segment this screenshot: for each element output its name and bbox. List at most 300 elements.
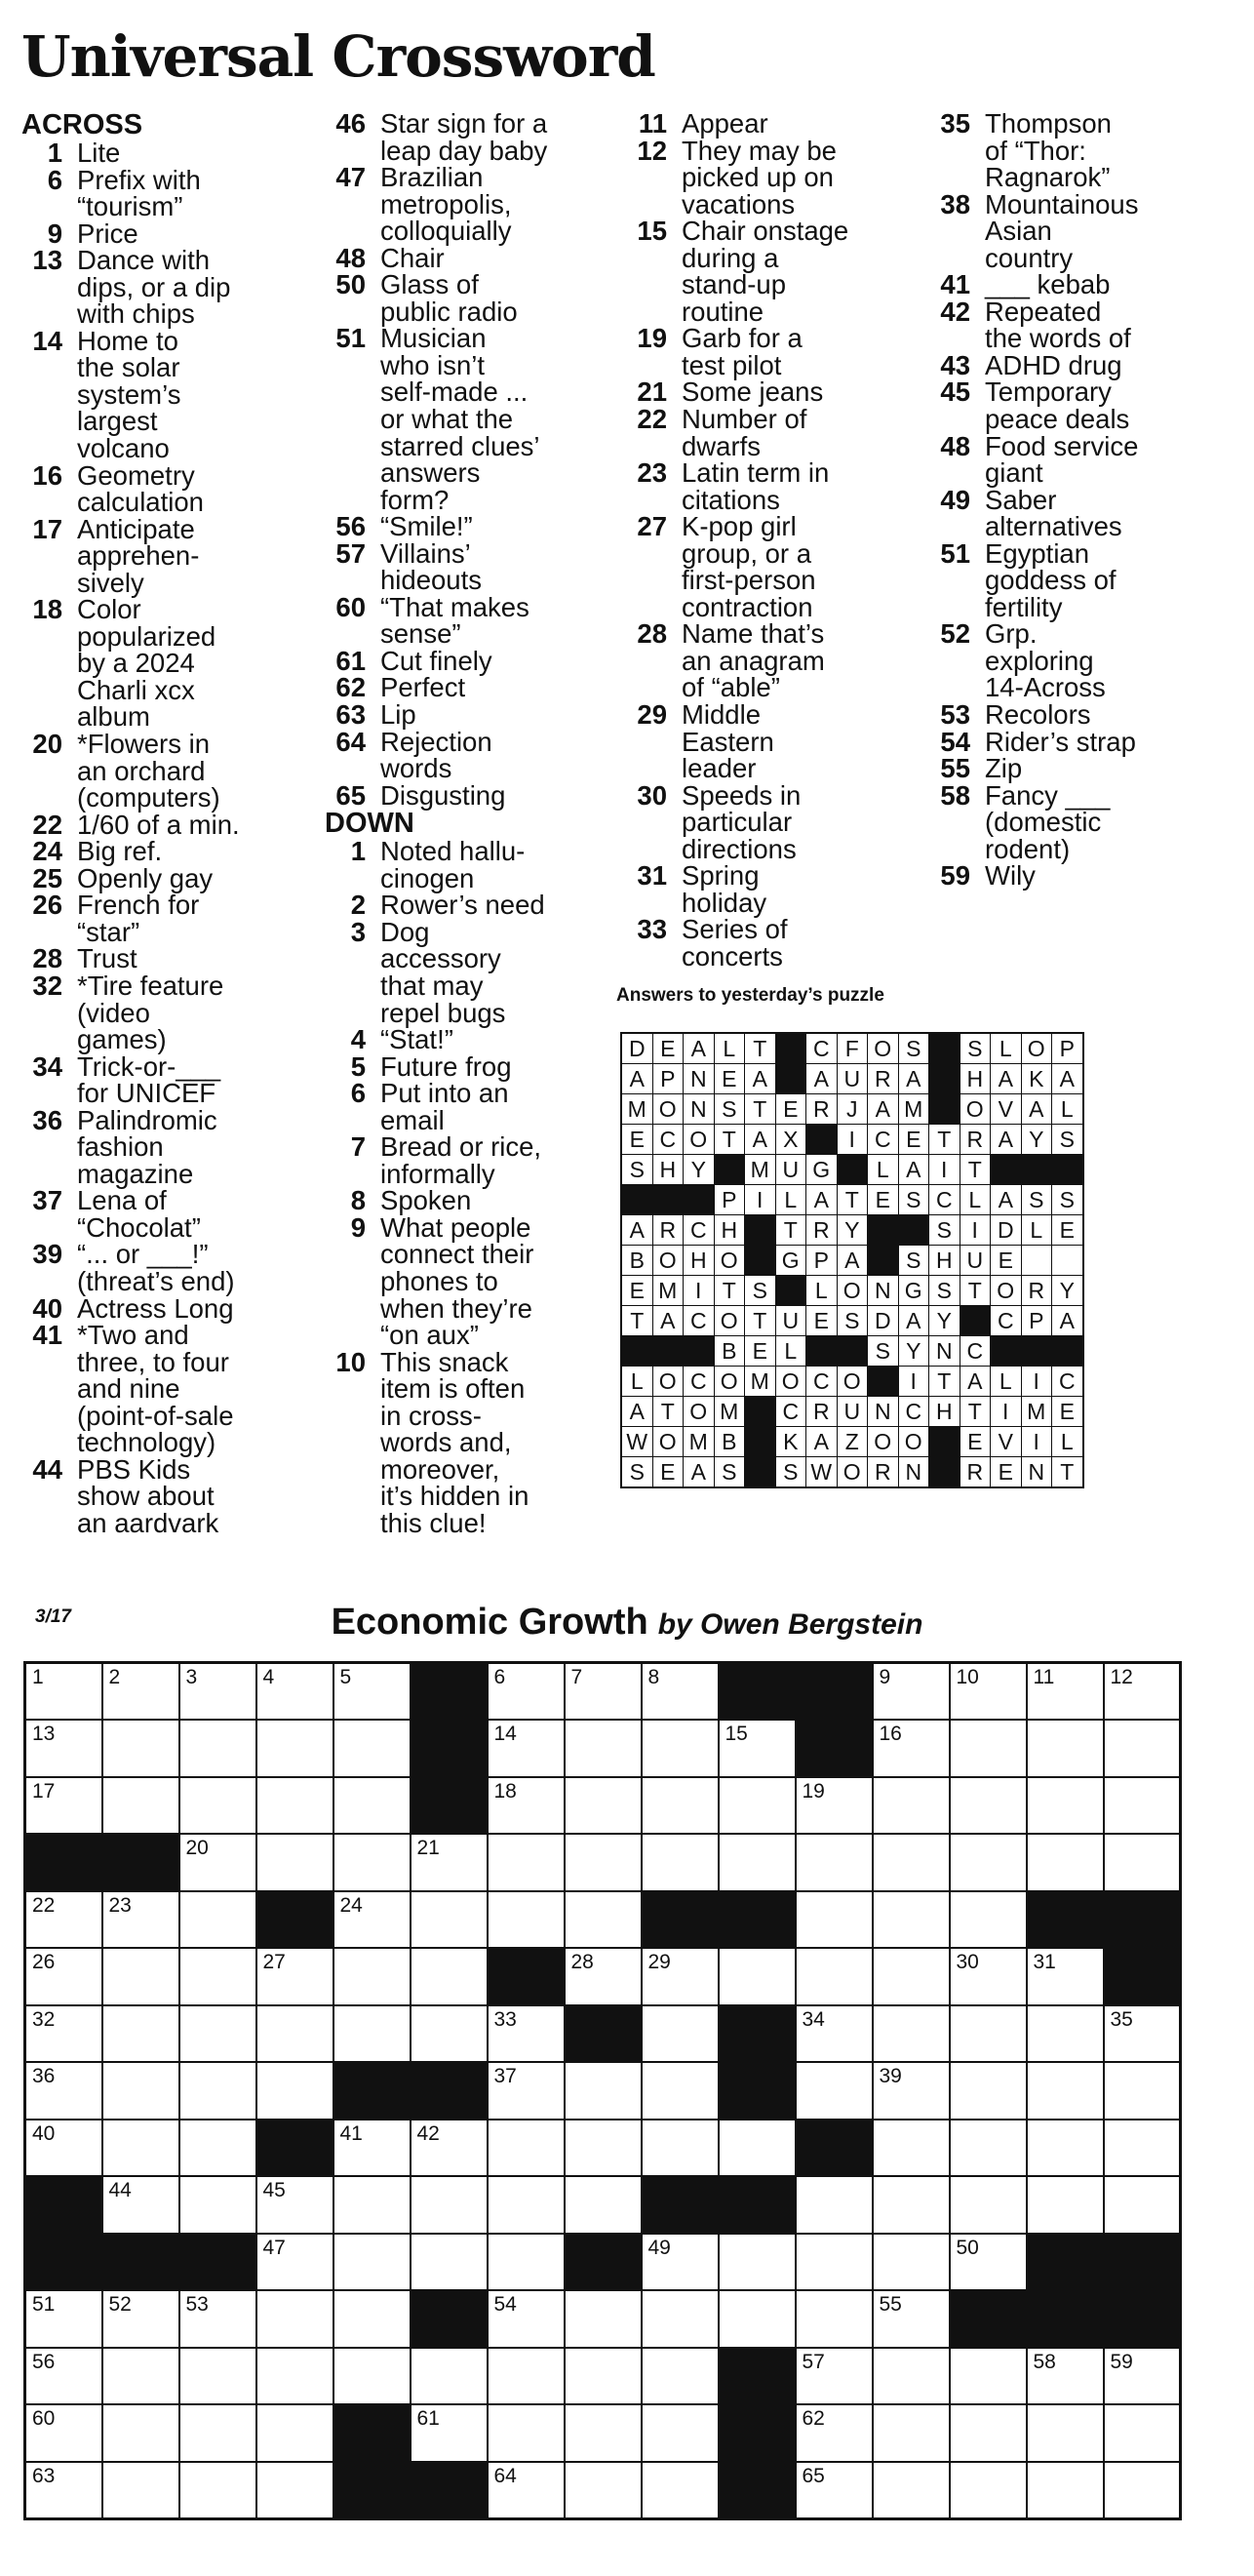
- grid-cell[interactable]: [488, 2348, 565, 2405]
- grid-cell[interactable]: [642, 2348, 719, 2405]
- answer-cell: L: [991, 1367, 1022, 1397]
- grid-cell[interactable]: [25, 2062, 102, 2120]
- grid-cell[interactable]: [333, 2005, 411, 2063]
- grid-cell[interactable]: [873, 2290, 950, 2348]
- grid-cell[interactable]: [1104, 2176, 1181, 2234]
- grid-black-square: [642, 2176, 719, 2234]
- grid-cell[interactable]: [179, 2120, 256, 2177]
- answer-cell: O: [652, 1246, 684, 1276]
- grid-cell[interactable]: [102, 2290, 179, 2348]
- grid-cell[interactable]: [873, 2176, 950, 2234]
- grid-cell[interactable]: [565, 2120, 642, 2177]
- grid-cell[interactable]: [1027, 2176, 1104, 2234]
- grid-cell[interactable]: [1027, 1663, 1104, 1721]
- clue-number: 49: [940, 484, 970, 515]
- grid-cell[interactable]: [179, 2290, 256, 2348]
- clue-number: 10: [335, 1346, 366, 1377]
- clue-item: [21, 164, 314, 222]
- grid-cell[interactable]: [1027, 1777, 1104, 1835]
- grid-cell[interactable]: [1027, 2348, 1104, 2405]
- grid-cell[interactable]: [256, 2404, 333, 2462]
- grid-cell[interactable]: [411, 2176, 488, 2234]
- grid-cell[interactable]: [488, 2120, 565, 2177]
- answer-cell: H: [684, 1246, 715, 1276]
- answer-black-square: [621, 1185, 652, 1215]
- answer-cell: U: [837, 1397, 868, 1427]
- grid-cell[interactable]: [488, 2290, 565, 2348]
- grid-cell[interactable]: [796, 2348, 873, 2405]
- grid-cell[interactable]: [25, 2290, 102, 2348]
- grid-cell[interactable]: [642, 2290, 719, 2348]
- grid-cell[interactable]: [102, 2120, 179, 2177]
- grid-cell[interactable]: [796, 2062, 873, 2120]
- grid-cell[interactable]: [642, 1948, 719, 2005]
- grid-cell[interactable]: [411, 1891, 488, 1949]
- answer-cell: E: [652, 1457, 684, 1488]
- grid-cell[interactable]: [179, 1891, 256, 1949]
- grid-cell[interactable]: [796, 2290, 873, 2348]
- clue-column-1: [21, 110, 314, 1536]
- grid-cell[interactable]: [333, 1720, 411, 1777]
- answer-black-square: [929, 1457, 960, 1488]
- grid-cell[interactable]: [873, 2120, 950, 2177]
- grid-cell[interactable]: [411, 2005, 488, 2063]
- grid-cell[interactable]: [256, 1663, 333, 1721]
- cell-number: 12: [1110, 1666, 1133, 1688]
- grid-cell[interactable]: [873, 2462, 950, 2519]
- grid-cell[interactable]: [256, 2062, 333, 2120]
- grid-cell[interactable]: [179, 1777, 256, 1835]
- grid-cell[interactable]: [411, 2234, 488, 2291]
- grid-cell[interactable]: [179, 2005, 256, 2063]
- grid-cell[interactable]: [796, 1948, 873, 2005]
- grid-cell[interactable]: [411, 1948, 488, 2005]
- grid-cell[interactable]: [333, 1663, 411, 1721]
- grid-cell[interactable]: [565, 1834, 642, 1891]
- grid-cell[interactable]: [642, 2462, 719, 2519]
- grid-cell[interactable]: [179, 2462, 256, 2519]
- grid-cell[interactable]: [333, 1834, 411, 1891]
- grid-black-square: [1027, 2290, 1104, 2348]
- grid-cell[interactable]: [565, 1891, 642, 1949]
- grid-black-square: [719, 2462, 796, 2519]
- grid-cell[interactable]: [565, 1948, 642, 2005]
- grid-cell[interactable]: [642, 1777, 719, 1835]
- grid-cell[interactable]: [333, 2176, 411, 2234]
- clue-number: 48: [940, 430, 970, 461]
- grid-cell[interactable]: [488, 1891, 565, 1949]
- grid-cell[interactable]: [1104, 2404, 1181, 2462]
- grid-cell[interactable]: [256, 2234, 333, 2291]
- cell-number: 15: [725, 1723, 748, 1745]
- grid-cell[interactable]: [25, 2348, 102, 2405]
- answer-cell: [1021, 1246, 1052, 1276]
- grid-cell[interactable]: [488, 2234, 565, 2291]
- answer-cell: E: [621, 1276, 652, 1306]
- answer-black-square: [837, 1155, 868, 1185]
- clue-text: Perfect: [380, 672, 466, 703]
- grid-cell[interactable]: [642, 1663, 719, 1721]
- grid-cell[interactable]: [950, 1663, 1027, 1721]
- grid-cell[interactable]: [1104, 2062, 1181, 2120]
- answer-cell: R: [960, 1125, 991, 1155]
- grid-cell[interactable]: [642, 2404, 719, 2462]
- grid-cell[interactable]: [873, 2062, 950, 2120]
- grid-cell[interactable]: [333, 2290, 411, 2348]
- grid-cell[interactable]: [950, 2005, 1027, 2063]
- grid-cell[interactable]: [488, 1777, 565, 1835]
- grid-cell[interactable]: [796, 1834, 873, 1891]
- grid-black-square: [796, 1663, 873, 1721]
- clue-number: 44: [32, 1453, 62, 1485]
- grid-cell[interactable]: [1027, 2404, 1104, 2462]
- grid-cell[interactable]: [488, 2176, 565, 2234]
- clue-number: 33: [637, 914, 667, 945]
- grid-cell[interactable]: [873, 1891, 950, 1949]
- grid-cell[interactable]: [488, 1834, 565, 1891]
- grid-cell[interactable]: [1027, 1948, 1104, 2005]
- clue-text: Series of concerts: [682, 914, 788, 971]
- answer-cell: O: [868, 1427, 899, 1457]
- grid-cell[interactable]: [256, 1720, 333, 1777]
- grid-cell[interactable]: [642, 2234, 719, 2291]
- grid-cell[interactable]: [1027, 1834, 1104, 1891]
- grid-cell[interactable]: [796, 2005, 873, 2063]
- clue-text: Dance with dips, or a dip with chips: [77, 245, 231, 330]
- clue-item: [325, 892, 617, 919]
- clue-number: 36: [32, 1104, 62, 1135]
- answer-cell: A: [991, 1064, 1022, 1094]
- answer-cell: L: [714, 1033, 745, 1064]
- grid-cell[interactable]: [25, 2404, 102, 2462]
- grid-black-square: [102, 1834, 179, 1891]
- answer-cell: B: [714, 1427, 745, 1457]
- grid-cell[interactable]: [565, 1663, 642, 1721]
- cell-number: 52: [108, 2293, 132, 2316]
- grid-cell[interactable]: [642, 1834, 719, 1891]
- answer-cell: U: [775, 1155, 806, 1185]
- grid-cell[interactable]: [1104, 2462, 1181, 2519]
- grid-cell[interactable]: [873, 2404, 950, 2462]
- cell-number: 58: [1033, 2350, 1056, 2373]
- grid-cell[interactable]: [256, 2176, 333, 2234]
- grid-cell[interactable]: [333, 1777, 411, 1835]
- grid-cell[interactable]: [565, 2462, 642, 2519]
- clue-number: 56: [335, 511, 366, 542]
- grid-cell[interactable]: [25, 1891, 102, 1949]
- clue-item: [325, 916, 617, 1028]
- grid-cell[interactable]: [796, 2176, 873, 2234]
- grid-cell[interactable]: [488, 2462, 565, 2519]
- grid-cell[interactable]: [873, 1720, 950, 1777]
- cell-number: 22: [32, 1893, 56, 1917]
- puzzle-date: 3/17: [35, 1606, 71, 1627]
- clue-text: Garb for a test pilot: [682, 323, 803, 380]
- grid-cell[interactable]: [642, 2062, 719, 2120]
- grid-cell[interactable]: [719, 1777, 796, 1835]
- clue-item: [626, 862, 919, 916]
- answer-cell: K: [1021, 1064, 1052, 1094]
- answer-cell: O: [684, 1397, 715, 1427]
- clue-number: 29: [637, 699, 667, 731]
- grid-cell[interactable]: [719, 2290, 796, 2348]
- answer-cell: Y: [837, 1215, 868, 1246]
- grid-cell[interactable]: [796, 1891, 873, 1949]
- grid-cell[interactable]: [102, 1891, 179, 1949]
- grid-cell[interactable]: [488, 2062, 565, 2120]
- clue-text: Food service giant: [985, 430, 1139, 489]
- grid-cell[interactable]: [256, 2348, 333, 2405]
- cell-number: 65: [802, 2464, 825, 2487]
- answer-cell: N: [868, 1397, 899, 1427]
- answer-cell: M: [621, 1094, 652, 1125]
- grid-cell[interactable]: [102, 1663, 179, 1721]
- grid-cell[interactable]: [950, 1720, 1027, 1777]
- answer-cell: S: [1021, 1185, 1052, 1215]
- clue-item: [21, 513, 314, 598]
- grid-cell[interactable]: [950, 2176, 1027, 2234]
- answer-cell: N: [684, 1064, 715, 1094]
- grid-cell[interactable]: [950, 1834, 1027, 1891]
- grid-cell[interactable]: [873, 1948, 950, 2005]
- clue-text: Future frog: [380, 1050, 512, 1082]
- grid-black-square: [565, 2234, 642, 2291]
- grid-cell[interactable]: [25, 2120, 102, 2177]
- grid-black-square: [333, 2404, 411, 2462]
- answer-cell: A: [868, 1094, 899, 1125]
- answer-cell: E: [745, 1336, 776, 1367]
- answer-cell: O: [1021, 1033, 1052, 1064]
- grid-cell[interactable]: [642, 2005, 719, 2063]
- cell-number: 30: [956, 1951, 979, 1973]
- answer-black-square: [806, 1336, 838, 1367]
- grid-cell[interactable]: [873, 2005, 950, 2063]
- clue-item: [21, 862, 314, 893]
- grid-cell[interactable]: [25, 2462, 102, 2519]
- grid-cell[interactable]: [102, 2176, 179, 2234]
- grid-cell[interactable]: [873, 1834, 950, 1891]
- grid-cell[interactable]: [565, 2062, 642, 2120]
- grid-cell[interactable]: [411, 2348, 488, 2405]
- grid-cell[interactable]: [719, 1948, 796, 2005]
- clue-number: 12: [637, 135, 667, 166]
- answer-cell: C: [991, 1306, 1022, 1336]
- grid-cell[interactable]: [102, 2404, 179, 2462]
- crossword-grid[interactable]: [23, 1661, 1182, 2520]
- answer-cell: A: [745, 1125, 776, 1155]
- cell-number: 27: [262, 1951, 286, 1973]
- clue-text: Color popularized by a 2024 Charli xcx album: [77, 594, 216, 733]
- grid-cell[interactable]: [488, 2005, 565, 2063]
- grid-cell[interactable]: [256, 2462, 333, 2519]
- clue-text: Big ref.: [77, 836, 163, 867]
- answer-cell: S: [1052, 1185, 1083, 1215]
- grid-black-square: [642, 1891, 719, 1949]
- answer-cell: I: [837, 1125, 868, 1155]
- grid-cell[interactable]: [950, 2404, 1027, 2462]
- answer-cell: V: [991, 1094, 1022, 1125]
- grid-cell[interactable]: [333, 2348, 411, 2405]
- grid-cell[interactable]: [1104, 1663, 1181, 1721]
- grid-cell[interactable]: [950, 1948, 1027, 2005]
- grid-cell[interactable]: [102, 1720, 179, 1777]
- grid-cell[interactable]: [950, 2462, 1027, 2519]
- answer-cell: T: [960, 1397, 991, 1427]
- grid-cell[interactable]: [25, 1777, 102, 1835]
- grid-cell[interactable]: [256, 2290, 333, 2348]
- grid-cell[interactable]: [873, 1777, 950, 1835]
- answer-cell: O: [775, 1367, 806, 1397]
- answer-cell: C: [898, 1397, 929, 1427]
- grid-cell[interactable]: [256, 1777, 333, 1835]
- grid-cell[interactable]: [1104, 2120, 1181, 2177]
- grid-cell[interactable]: [1027, 1720, 1104, 1777]
- grid-cell[interactable]: [642, 2120, 719, 2177]
- cell-number: 18: [493, 1779, 517, 1803]
- grid-cell[interactable]: [796, 2234, 873, 2291]
- grid-cell[interactable]: [1027, 2005, 1104, 2063]
- grid-cell[interactable]: [102, 2062, 179, 2120]
- clue-number: 58: [940, 779, 970, 811]
- clue-item: [626, 378, 919, 406]
- grid-cell[interactable]: [565, 2404, 642, 2462]
- answer-cell: Z: [837, 1427, 868, 1457]
- clue-item: [21, 1187, 314, 1241]
- clue-item: [325, 164, 617, 245]
- grid-cell[interactable]: [719, 2234, 796, 2291]
- grid-cell[interactable]: [1027, 2462, 1104, 2519]
- clue-text: Middle Eastern leader: [682, 699, 774, 784]
- grid-cell[interactable]: [796, 2462, 873, 2519]
- cell-number: 24: [339, 1893, 363, 1917]
- grid-cell[interactable]: [179, 1720, 256, 1777]
- answer-cell: A: [898, 1064, 929, 1094]
- grid-cell[interactable]: [256, 1834, 333, 1891]
- grid-cell[interactable]: [950, 1777, 1027, 1835]
- clue-item: [929, 779, 1232, 864]
- grid-cell[interactable]: [25, 1948, 102, 2005]
- answer-cell: Y: [1021, 1125, 1052, 1155]
- grid-cell[interactable]: [411, 2120, 488, 2177]
- grid-cell[interactable]: [25, 1720, 102, 1777]
- grid-cell[interactable]: [950, 2348, 1027, 2405]
- clue-text: Chair onstage during a stand-up routine: [682, 216, 849, 327]
- clue-item: [929, 620, 1232, 701]
- answer-cell: O: [652, 1094, 684, 1125]
- clue-item: [325, 701, 617, 729]
- grid-cell[interactable]: [796, 1777, 873, 1835]
- clue-text: Openly gay: [77, 862, 214, 893]
- grid-cell[interactable]: [333, 2234, 411, 2291]
- clue-item: [21, 972, 314, 1053]
- answer-black-square: [652, 1336, 684, 1367]
- grid-cell[interactable]: [179, 2176, 256, 2234]
- grid-cell[interactable]: [179, 1834, 256, 1891]
- clue-text: French for “star”: [77, 890, 200, 947]
- grid-cell[interactable]: [333, 2120, 411, 2177]
- clue-text: Mountainous Asian country: [985, 188, 1139, 273]
- answer-cell: R: [868, 1457, 899, 1488]
- grid-cell[interactable]: [102, 2348, 179, 2405]
- cell-number: 7: [570, 1666, 583, 1688]
- grid-cell[interactable]: [25, 1663, 102, 1721]
- grid-cell[interactable]: [488, 1663, 565, 1721]
- grid-cell[interactable]: [1104, 1720, 1181, 1777]
- grid-cell[interactable]: [179, 2348, 256, 2405]
- grid-cell[interactable]: [1027, 2062, 1104, 2120]
- grid-cell[interactable]: [256, 2005, 333, 2063]
- grid-cell[interactable]: [565, 2290, 642, 2348]
- grid-cell[interactable]: [488, 1720, 565, 1777]
- grid-cell[interactable]: [950, 1891, 1027, 1949]
- answer-black-square: [929, 1033, 960, 1064]
- grid-cell[interactable]: [1104, 2348, 1181, 2405]
- grid-cell[interactable]: [102, 1777, 179, 1835]
- grid-cell[interactable]: [411, 2404, 488, 2462]
- grid-cell[interactable]: [102, 1948, 179, 2005]
- grid-cell[interactable]: [256, 1948, 333, 2005]
- clue-item: [21, 731, 314, 812]
- grid-cell[interactable]: [565, 2348, 642, 2405]
- grid-cell[interactable]: [333, 1948, 411, 2005]
- cell-number: 62: [802, 2407, 825, 2430]
- grid-cell[interactable]: [25, 2005, 102, 2063]
- grid-cell[interactable]: [1027, 2120, 1104, 2177]
- grid-cell[interactable]: [179, 2062, 256, 2120]
- grid-cell[interactable]: [1104, 1777, 1181, 1835]
- clue-text: Temporary peace deals: [985, 376, 1130, 435]
- clue-item: [325, 110, 617, 164]
- grid-cell[interactable]: [488, 2404, 565, 2462]
- grid-cell[interactable]: [102, 2005, 179, 2063]
- grid-cell[interactable]: [565, 1777, 642, 1835]
- clue-number: 30: [637, 779, 667, 811]
- cell-number: 49: [647, 2236, 671, 2259]
- grid-cell[interactable]: [565, 1720, 642, 1777]
- answer-cell: O: [714, 1367, 745, 1397]
- clue-number: 9: [350, 1211, 366, 1243]
- grid-cell[interactable]: [565, 2176, 642, 2234]
- grid-cell[interactable]: [102, 2462, 179, 2519]
- grid-cell[interactable]: [950, 2062, 1027, 2120]
- clue-text: Bread or rice, informally: [380, 1131, 542, 1189]
- clue-item: [325, 674, 617, 701]
- grid-cell[interactable]: [642, 1720, 719, 1777]
- grid-cell[interactable]: [950, 2120, 1027, 2177]
- grid-cell[interactable]: [411, 1834, 488, 1891]
- grid-cell[interactable]: [719, 1834, 796, 1891]
- grid-cell[interactable]: [873, 2234, 950, 2291]
- grid-cell[interactable]: [179, 1663, 256, 1721]
- grid-cell[interactable]: [873, 1663, 950, 1721]
- grid-cell[interactable]: [719, 2120, 796, 2177]
- clue-text: Price: [77, 218, 138, 249]
- grid-cell[interactable]: [179, 1948, 256, 2005]
- cell-number: 9: [879, 1666, 891, 1688]
- grid-cell[interactable]: [950, 2234, 1027, 2291]
- clue-text: ___ kebab: [985, 269, 1111, 300]
- grid-cell[interactable]: [719, 1720, 796, 1777]
- grid-cell[interactable]: [333, 1891, 411, 1949]
- grid-cell[interactable]: [1104, 2005, 1181, 2063]
- grid-cell[interactable]: [179, 2404, 256, 2462]
- grid-cell[interactable]: [796, 2404, 873, 2462]
- answer-black-square: [775, 1276, 806, 1306]
- answer-cell: P: [806, 1246, 838, 1276]
- down-heading: DOWN: [325, 808, 414, 840]
- grid-cell[interactable]: [873, 2348, 950, 2405]
- grid-cell[interactable]: [1104, 1834, 1181, 1891]
